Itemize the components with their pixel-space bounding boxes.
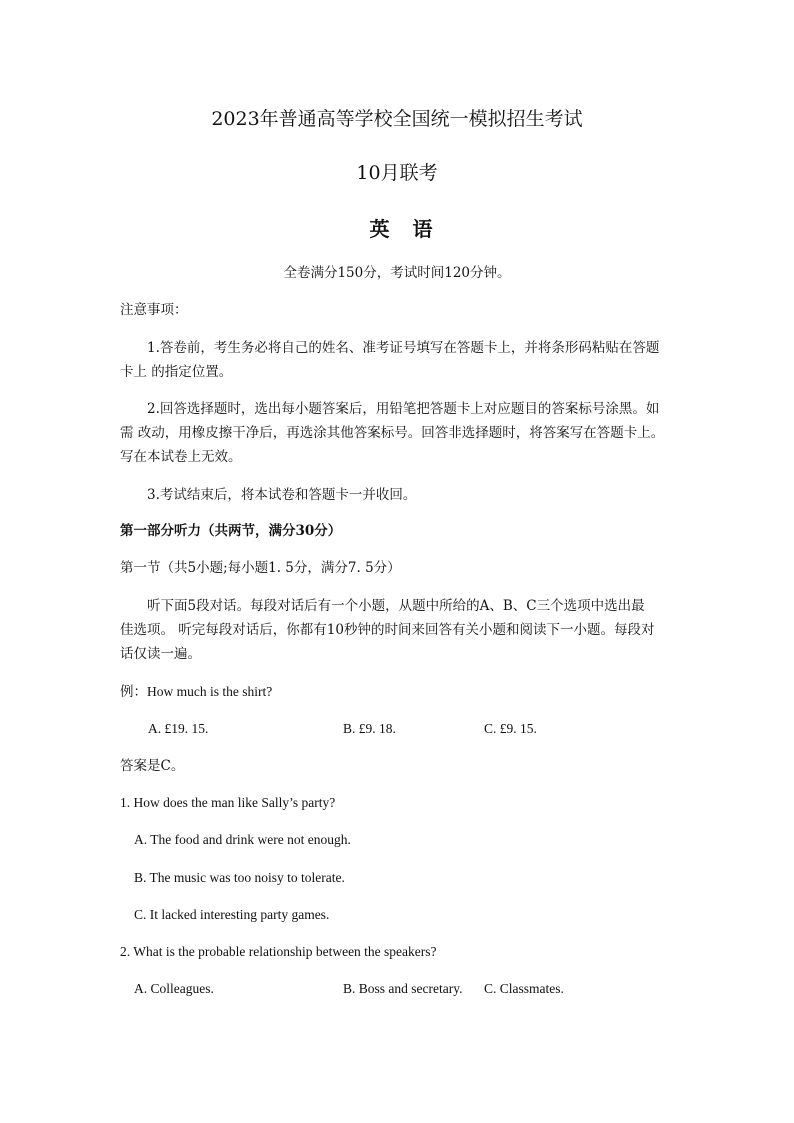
notice-item-1-line-1: 1.答卷前，考生务必将自己的姓名、准考证号填写在答题卡上，并将条形码粘贴在答题 <box>147 340 660 356</box>
question-1-option-a: A. The food and drink were not enough. <box>134 832 351 847</box>
notice-item-1-line-2: 卡上 的指定位置。 <box>120 364 233 380</box>
question-1-option-c: C. It lacked interesting party games. <box>134 907 330 922</box>
subject-heading: 英 语 <box>369 217 441 241</box>
example-question: 例：How much is the shirt? <box>120 684 273 699</box>
notice-item-3: 3.考试结束后，将本试卷和答题卡一并收回。 <box>147 487 417 503</box>
exam-subtitle: 10月联考 <box>356 162 438 184</box>
question-1-stem: 1. How does the man like Sally’s party? <box>120 795 336 810</box>
example-option-b: B. £9. 18. <box>343 721 396 736</box>
exam-title: 2023年普通高等学校全国统一模拟招生考试 <box>211 108 583 130</box>
example-option-c: C. £9. 15. <box>484 721 537 736</box>
notice-item-2-line-3: 写在本试卷上无效。 <box>120 449 242 465</box>
notice-item-2-line-1: 2.回答选择题时，选出每小题答案后，用铅笔把答题卡上对应题目的答案标号涂黑。如 <box>147 401 660 417</box>
question-2-option-c: C. Classmates. <box>484 981 564 996</box>
section1-heading: 第一节（共5小题;每小题1. 5分，满分7. 5分） <box>120 560 401 576</box>
notice-item-2-line-2: 需 改动，用橡皮擦干净后，再选涂其他答案标号。回答非选择题时，将答案写在答题卡上。 <box>120 425 665 441</box>
question-2-option-b: B. Boss and secretary. <box>343 981 463 996</box>
example-answer: 答案是C。 <box>120 758 185 774</box>
notice-heading: 注意事项： <box>120 302 188 318</box>
instructions-line-3: 话仅读一遍。 <box>120 646 201 662</box>
question-2-stem: 2. What is the probable relationship between the speakers? <box>120 944 437 959</box>
example-option-a: A. £19. 15. <box>148 721 209 736</box>
part1-heading: 第一部分听力（共两节，满分30分） <box>120 523 342 539</box>
question-2-option-a: A. Colleagues. <box>134 981 214 996</box>
instructions-line-2: 佳选项。 听完每段对话后，你都有10秒钟的时间来回答有关小题和阅读下一小题。每段对 <box>120 622 655 638</box>
instructions-line-1: 听下面5段对话。每段对话后有一个小题，从题中所给的A、B、C三个选项中选出最 <box>147 598 645 614</box>
question-1-option-b: B. The music was too noisy to tolerate. <box>134 870 345 885</box>
exam-info: 全卷满分150分，考试时间120分钟。 <box>283 265 511 281</box>
